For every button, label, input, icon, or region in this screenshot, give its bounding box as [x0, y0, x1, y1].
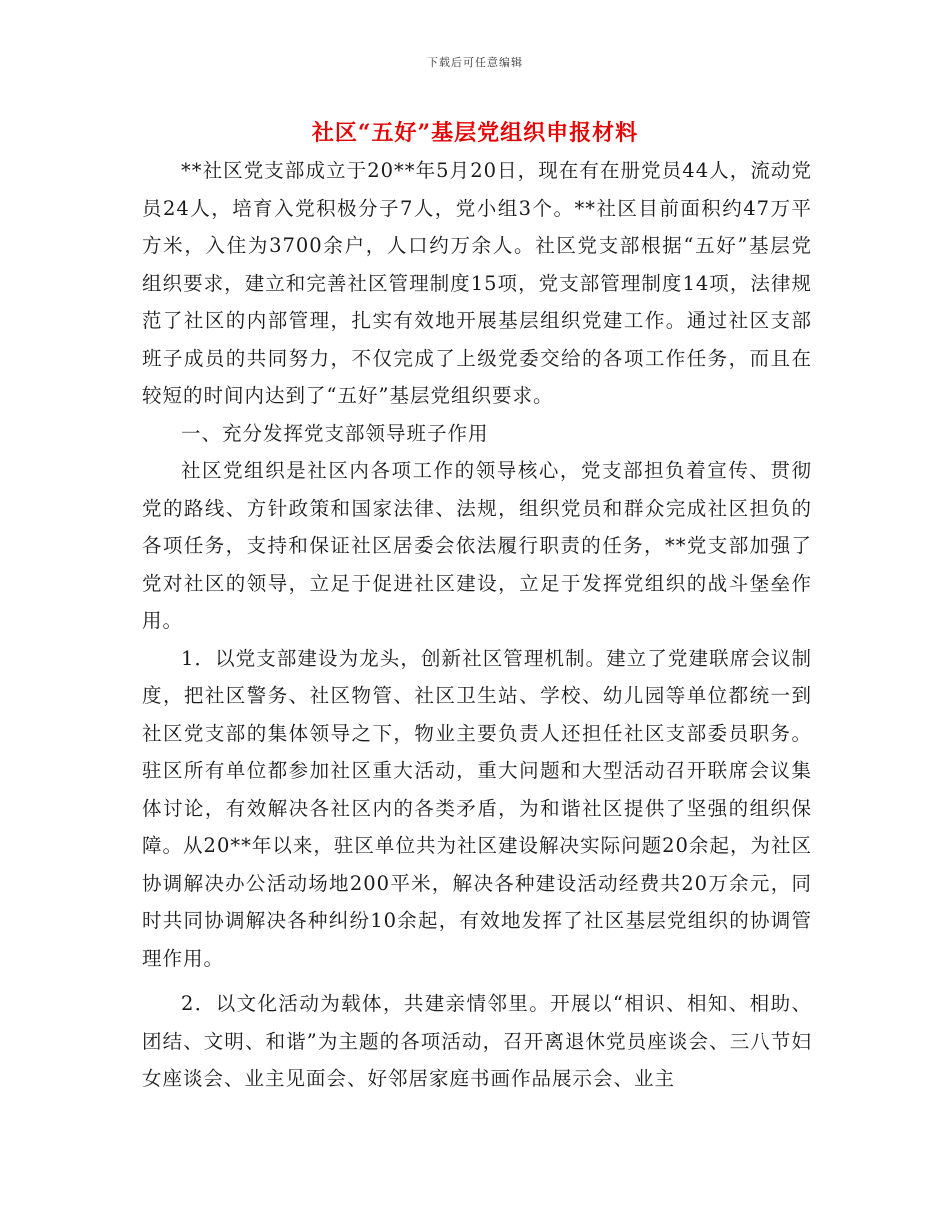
document-body — [142, 152, 812, 1098]
paragraph-item-2: 2．以文化活动为载体，共建亲情邻里。开展以“相识、相知、相助、团结、文明、和谐”为主题的各项活动，召开离退休党员座谈会、三八节妇女座谈会、业主见面会、好邻居家庭书画作品展示会、业主 — [142, 992, 812, 1090]
paragraph-party-core: 社区党组织是社区内各项工作的领导核心，党支部担负着宣传、贯彻党的路线、方针政策和国家法律、法规，组织党员和群众完成社区担负的各项任务，支持和保证社区居委会依法履行职责的任务，**党支部加强了党对社区的领导，立足于促进社区建设，立足于发挥党组织的战斗堡垒作用。 — [142, 459, 812, 632]
paragraph-intro: **社区党支部成立于20**年5月20日，现在有在册党员44人，流动党员24人，培育入党积极分子7人，党小组3个。**社区目前面积约47万平方米，入住为3700余户，人口约万余人。社区党支部根据“五好”基层党组织要求，建立和完善社区管理制度15项，党支部管理制度14项，法律规范了社区的内部管理，扎实有效地开展基层组织党建工作。通过社区支部班子成员的共同努力，不仅完成了上级党委交给的各项工作任务，而且在较短的时间内达到了“五好”基层党组织要求。 — [142, 159, 812, 407]
paragraph-item-1: 1．以党支部建设为龙头，创新社区管理机制。建立了党建联席会议制度，把社区警务、社区物管、社区卫生站、学校、幼儿园等单位都统一到社区党支部的集体领导之下，物业主要负责人还担任社区支部委员职务。驻区所有单位都参加社区重大活动，重大问题和大型活动召开联席会议集体讨论，有效解决各社区内的各类矛盾，为和谐社区提供了坚强的组织保障。从20**年以来，驻区单位共为社区建设解决实际问题20余起，为社区协调解决办公活动场地200平米，解决各种建设活动经费共20万余元，同时共同协调解决各种纠纷10余起，有效地发挥了社区基层党组织的协调管理作用。 — [142, 646, 812, 970]
document-title: 社区“五好”基层党组织申报材料 — [311, 120, 639, 146]
section-heading-1: 一、充分发挥党支部领导班子作用 — [181, 421, 489, 445]
header-note: 下载后可任意编辑 — [427, 56, 523, 69]
